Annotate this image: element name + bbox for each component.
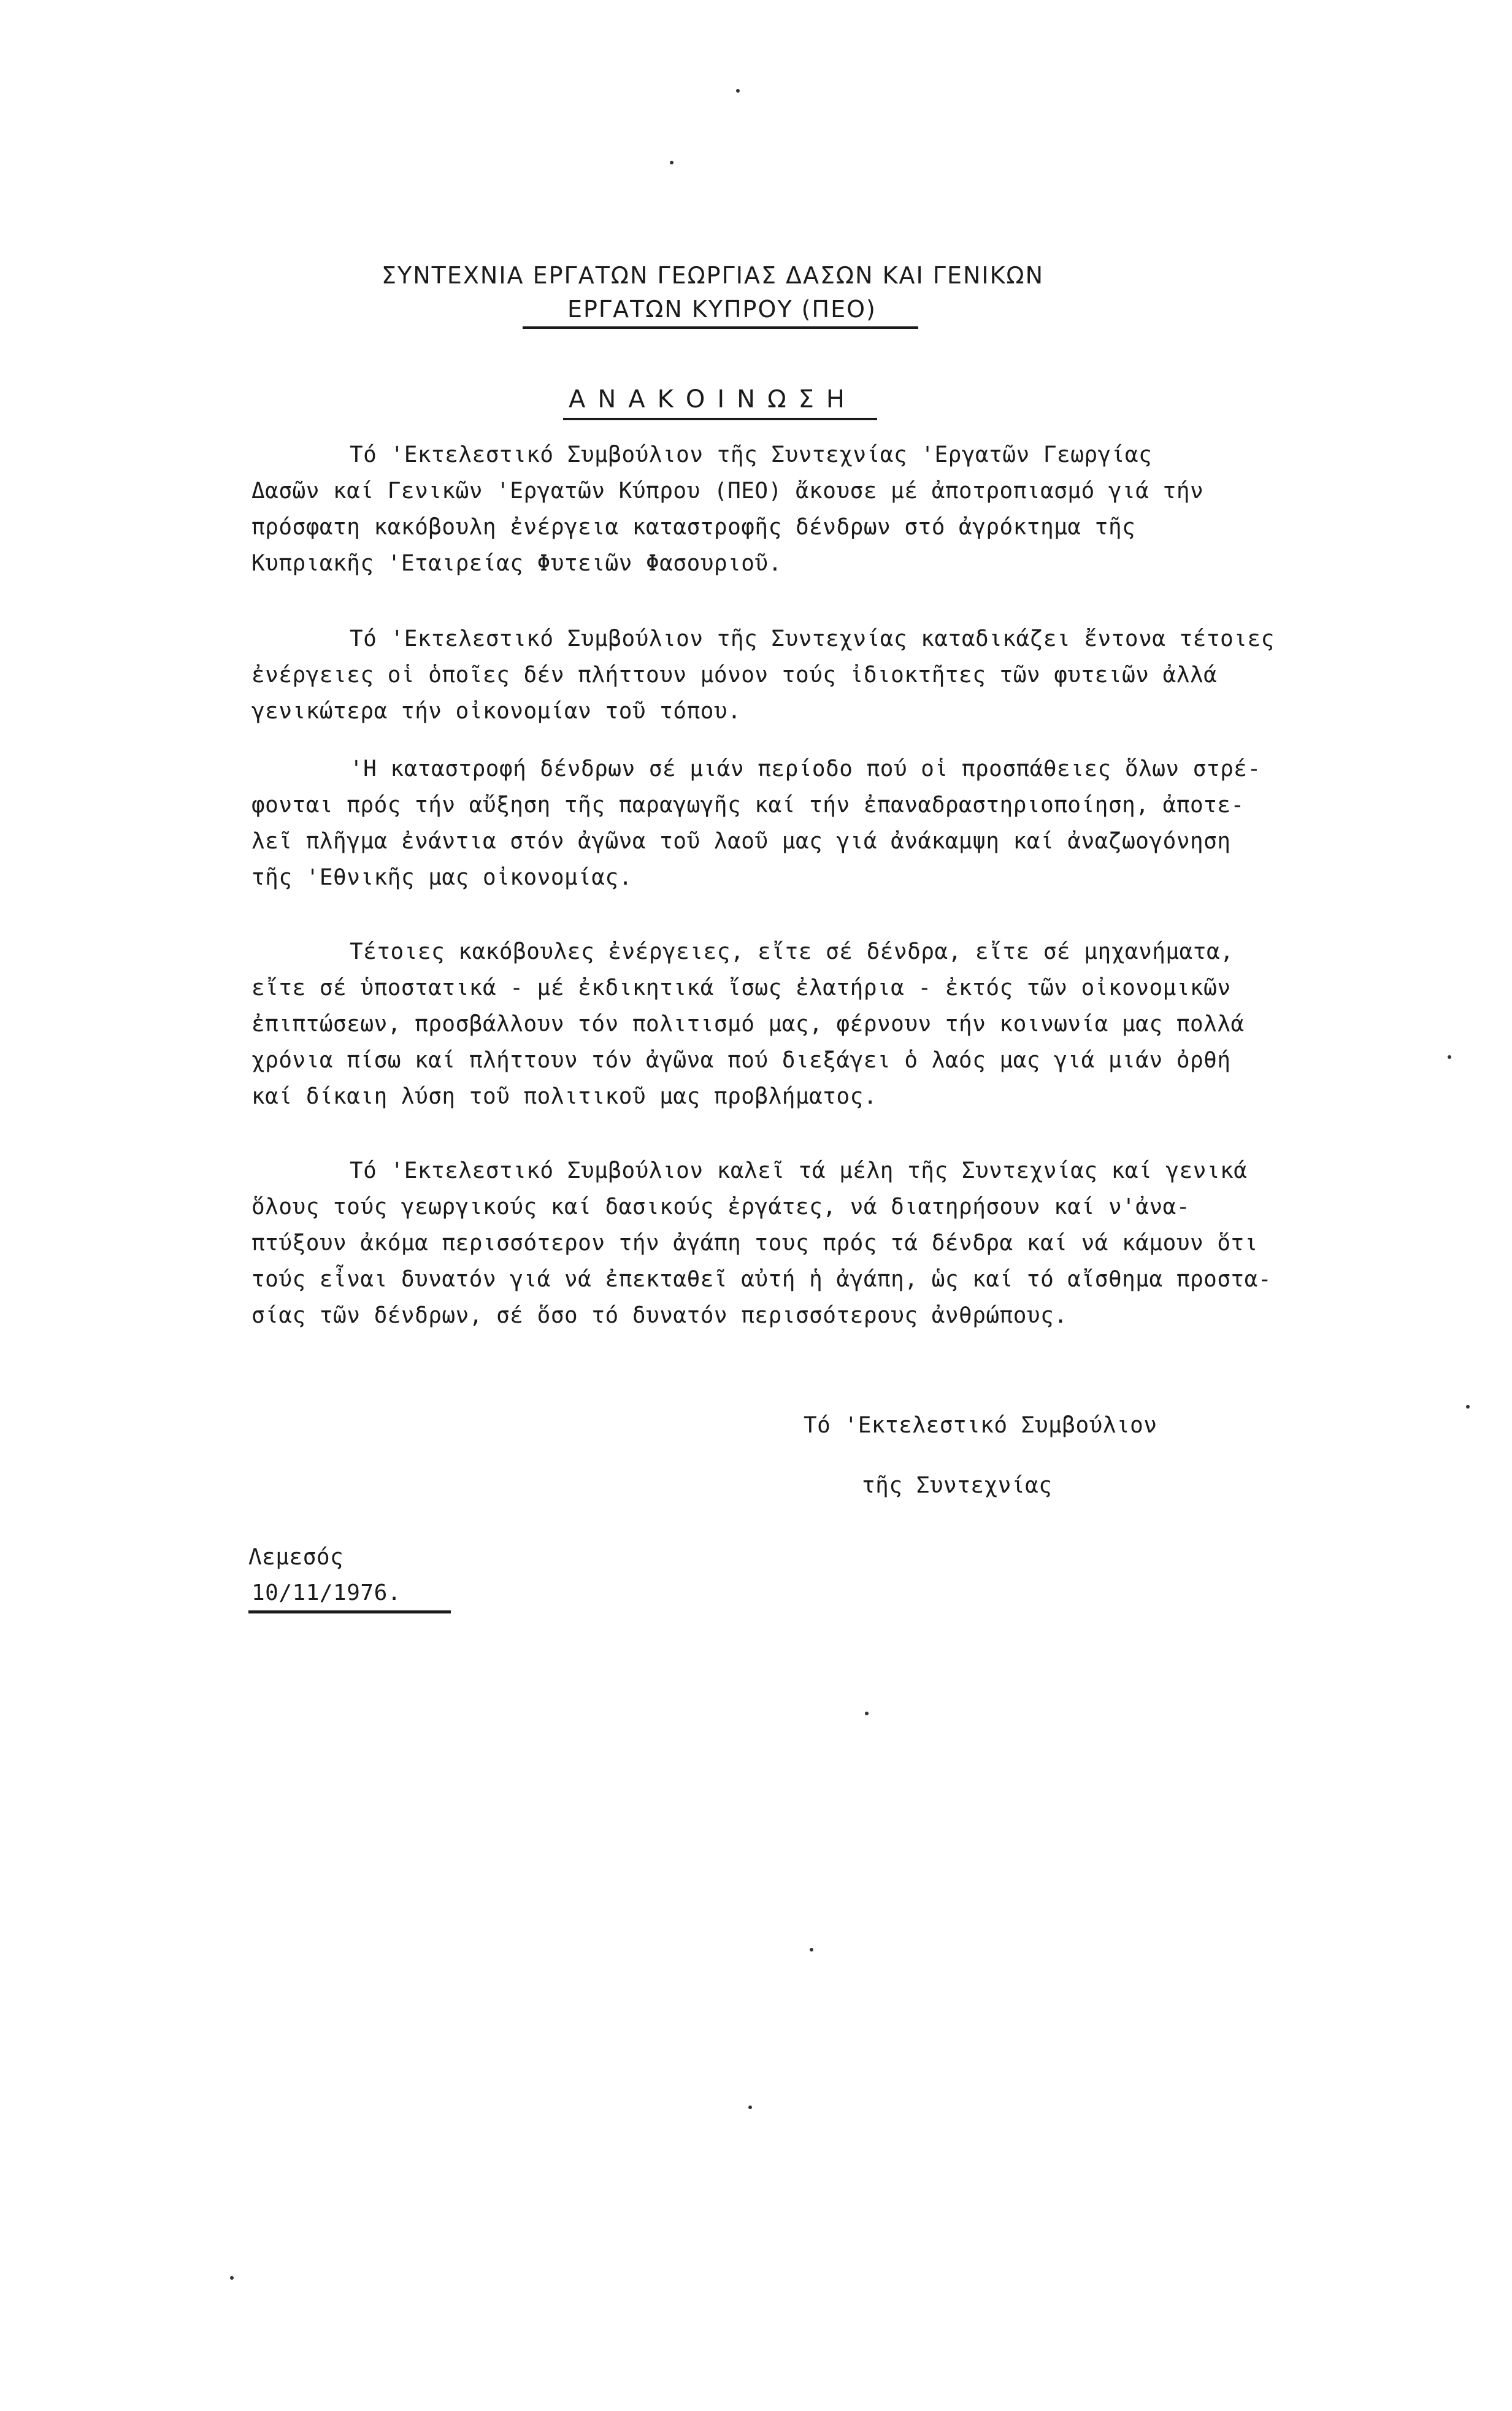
paragraph-2-line-1: Τό 'Εκτελεστικό Συμβούλιον τῆς Συντεχνίας καταδικάζει ἔντονα τέτοιες: [350, 626, 1275, 652]
scan-speck: [748, 2105, 752, 2109]
paragraph-3-line-3: λεῖ πλῆγμα ἐνάντια στόν ἀγῶνα τοῦ λαοῦ μας γιά ἀνάκαμψη καί ἀναζωογόνηση: [251, 829, 1231, 854]
scan-speck: [670, 161, 673, 164]
paragraph-2-line-3: γενικώτερα τήν οἰκονομίαν τοῦ τόπου.: [251, 699, 742, 724]
document-date: 10/11/1976.: [251, 1580, 401, 1605]
scan-speck: [810, 1948, 813, 1951]
paragraph-3-line-4: τῆς 'Εθνικῆς μας οἰκονομίας.: [251, 865, 632, 890]
signature-line-2: τῆς Συντεχνίας: [862, 1473, 1053, 1498]
scan-speck: [1448, 1055, 1451, 1059]
paragraph-4-line-1: Τέτοιες κακόβουλες ἐνέργειες, εἴτε σέ δένδρα, εἴτε σέ μηχανήματα,: [350, 939, 1234, 964]
announcement-title: ΑΝΑΚΟΙΝΩΣΗ: [569, 385, 857, 413]
header-line-1: ΣΥΝΤΕΧΝΙΑ ΕΡΓΑΤΩΝ ΓΕΩΡΓΙΑΣ ΔΑΣΩΝ ΚΑΙ ΓΕΝΙΚΩΝ: [382, 262, 1044, 289]
scan-speck: [1466, 1405, 1470, 1409]
date-underline: [248, 1610, 451, 1613]
scan-speck: [736, 89, 740, 93]
paragraph-5-line-3: πτύξουν ἀκόμα περισσότερον τήν ἀγάπη τους πρός τά δένδρα καί νά κάμουν ὅτι: [251, 1231, 1258, 1256]
paragraph-1-line-1: Τό 'Εκτελεστικό Συμβούλιον τῆς Συντεχνίας 'Εργατῶν Γεωργίας: [350, 442, 1153, 467]
paragraph-4-line-5: καί δίκαιη λύση τοῦ πολιτικοῦ μας προβλήματος.: [251, 1084, 877, 1109]
paragraph-4-line-3: ἐπιπτώσεων, προσβάλλουν τόν πολιτισμό μας, φέρνουν τήν κοινωνία μας πολλά: [251, 1012, 1245, 1037]
header-line-2: ΕΡΓΑΤΩΝ ΚΥΠΡΟΥ (ΠΕΟ): [567, 296, 877, 323]
paragraph-3-line-1: 'Η καταστροφή δένδρων σέ μιάν περίοδο πού οἱ προσπάθειες ὅλων στρέ-: [350, 756, 1261, 782]
paragraph-1-line-4: Κυπριακῆς 'Εταιρείας Φυτειῶν Φασουριοῦ.: [251, 551, 782, 576]
signature-line-1: Τό 'Εκτελεστικό Συμβούλιον: [804, 1413, 1157, 1438]
paragraph-4-line-2: εἴτε σέ ὑποστατικά - μέ ἐκδικητικά ἴσως ἐλατήρια - ἐκτός τῶν οἰκονομικῶν: [251, 975, 1231, 1001]
place-name: Λεμεσός: [248, 1545, 344, 1570]
paragraph-1-line-2: Δασῶν καί Γενικῶν 'Εργατῶν Κύπρου (ΠΕΟ) ἄκουσε μέ ἀποτροπιασμό γιά τήν: [251, 479, 1204, 504]
title-underline: [563, 418, 877, 420]
paragraph-5-line-1: Τό 'Εκτελεστικό Συμβούλιον καλεῖ τά μέλη τῆς Συντεχνίας καί γενικά: [350, 1158, 1248, 1183]
paragraph-4-line-4: χρόνια πίσω καί πλήττουν τόν ἀγῶνα πού διεξάγει ὁ λαός μας γιά μιάν ὀρθή: [251, 1048, 1231, 1073]
paragraph-3-line-2: φονται πρός τήν αὔξηση τῆς παραγωγῆς καί τήν ἐπαναδραστηριοποίηση, ἀποτε-: [251, 793, 1245, 818]
paragraph-2-line-2: ἐνέργειες οἱ ὁποῖες δέν πλήττουν μόνον τούς ἰδιοκτῆτες τῶν φυτειῶν ἀλλά: [251, 663, 1218, 688]
header-underline: [523, 326, 918, 329]
scan-speck: [230, 2276, 234, 2280]
paragraph-5-line-5: σίας τῶν δένδρων, σέ ὅσο τό δυνατόν περισσότερους ἀνθρώπους.: [251, 1303, 1068, 1328]
scan-speck: [865, 1712, 869, 1715]
paragraph-5-line-2: ὅλους τούς γεωργικούς καί δασικούς ἐργάτες, νά διατηρήσουν καί ν'ἀνα-: [251, 1194, 1190, 1220]
paragraph-5-line-4: τούς εἶναι δυνατόν γιά νά ἐπεκταθεῖ αὐτή ἡ ἀγάπη, ὡς καί τό αἴσθημα προστα-: [251, 1267, 1272, 1292]
paragraph-1-line-3: πρόσφατη κακόβουλη ἐνέργεια καταστροφῆς δένδρων στό ἀγρόκτημα τῆς: [251, 515, 1136, 540]
